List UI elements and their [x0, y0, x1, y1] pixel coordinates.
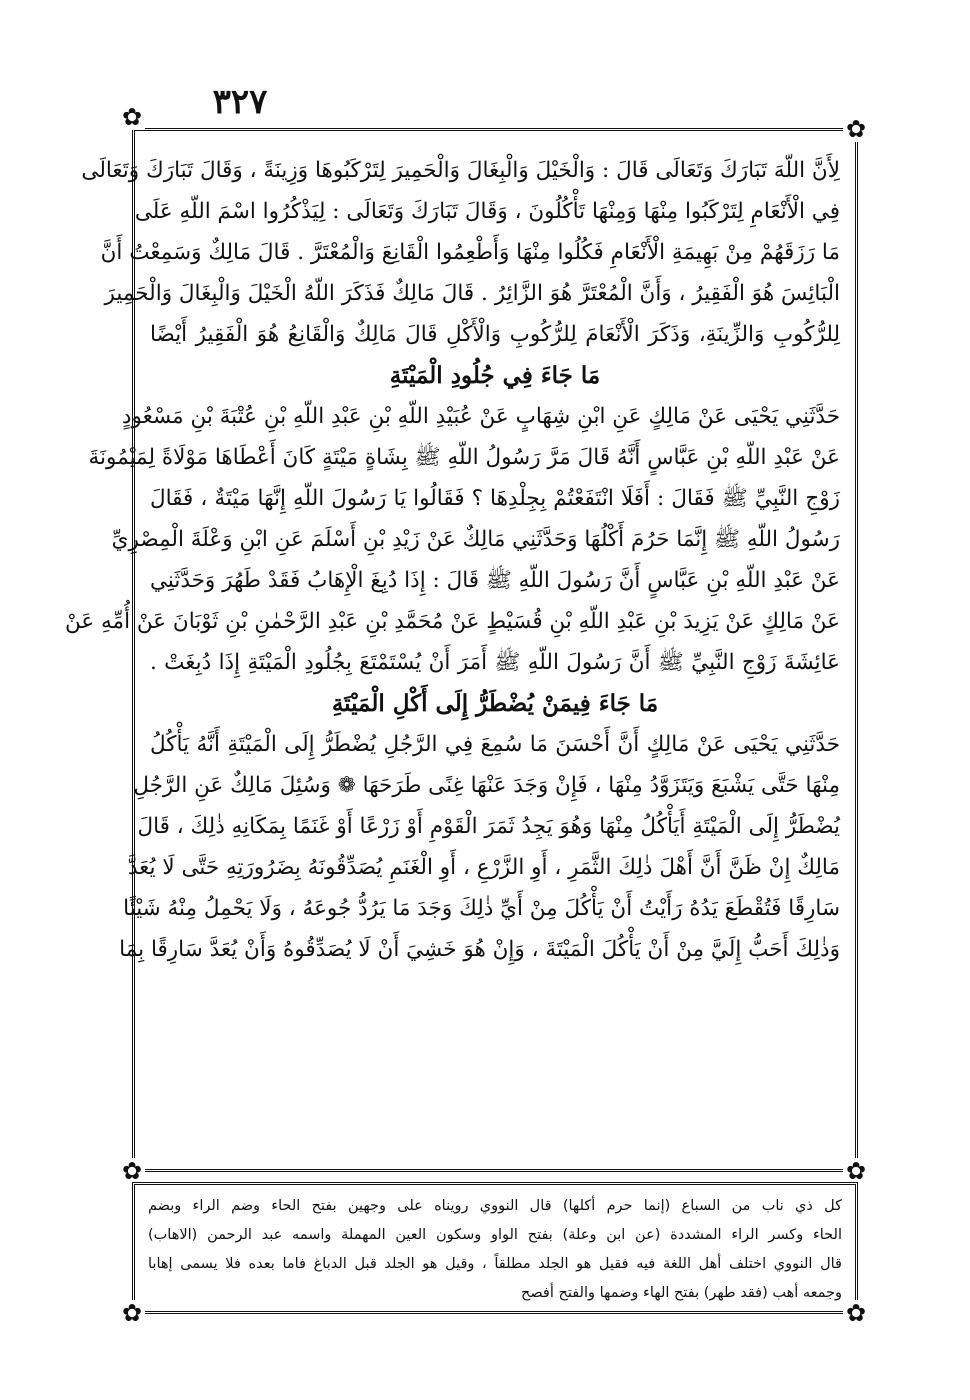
section-heading: مَا جَاءَ فِي جُلُودِ الْمَيْتَةِ — [389, 362, 601, 389]
floral-ornament-icon: ✿ — [843, 1300, 869, 1326]
text-line: حَدَّثَنِي يَحْيَى عَنْ مَالِكٍ عَنِ ابْنِ شِهَابٍ عَنْ عُبَيْدِ اللّهِ بْنِ عَبْدِ اللّهِ بْنِ عُتْبَةَ بْنِ مَسْعُودٍ — [121, 404, 840, 429]
text-line: مَالِكٌ إِنْ ظَنَّ أَنَّ أَهْلَ ذٰلِكَ الثَّمَرِ ، أَوِ الزَّرْعِ ، أَوِ الْغَنَمِ يُصَدِّقُونَهُ بِضَرُورَتِهِ حَتَّى لَا يُعَدَّ — [127, 855, 840, 880]
text-line: عَنْ مَالِكٍ عَنْ يَزِيدَ بْنِ عَبْدِ اللّهِ بْنِ قُسَيْطٍ عَنْ مُحَمَّدِ بْنِ عَبْدِ الرَّحْمٰنِ بْنِ ثَوْبَانَ عَنْ أُمِّهِ عَنْ — [65, 609, 840, 634]
text-line: لِلرُّكُوبِ وَالزِّينَةِ، وَذَكَرَ الْأَنْعَامَ لِلرُّكُوبِ وَالْأَكْلِ قَالَ مَالِكٌ وَالْقَانِعُ هُوَ الْفَقِيرُ أَيْضًا — [150, 322, 840, 347]
text-line: حَدَّثَنِي يَحْيَى عَنْ مَالِكٍ أَنَّ أَحْسَنَ مَا سُمِعَ فِي الرَّجُلِ يُضْطَرُّ إِلَى الْمَيْتَةِ أَنَّهُ يَأْكُلُ — [150, 732, 840, 757]
footnotes — [148, 1192, 842, 1310]
text-line: رَسُولُ اللّهِ ﷺ إِنَّمَا حَرُمَ أَكْلُهَا وَحَدَّثَنِي مَالِكٌ عَنْ زَيْدِ بْنِ أَسْلَمَ عَنِ ابْنِ وَعْلَةَ الْمِصْرِيِّ — [111, 527, 840, 552]
text-line: مِنْهَا حَتَّى يَشْبَعَ وَيَتَزَوَّدُ مِنْهَا ، فَإِنْ وَجَدَ عَنْهَا غِنًى طَرَحَهَا ❁ وَسُئِلَ مَالِكٌ عَنِ الرَّجُلِ — [133, 773, 840, 798]
text-line: يُضْطَرُّ إِلَى الْمَيْتَةِ أَيَأْكُلُ مِنْهَا وَهُوَ يَجِدُ ثَمَرَ الْقَوْمِ أَوْ زَرْعًا أَوْ غَنَمًا بِمَكَانِهِ ذٰلِكَ ، قَالَ — [137, 814, 840, 839]
text-line: عَنْ عَبْدِ اللّهِ بْنِ عَبَّاسٍ أَنَّ رَسُولَ اللّهِ ﷺ قَالَ : إِذَا دُبِغَ الْإِهَابُ فَقَدْ طَهُرَ وَحَدَّثَنِي — [149, 568, 840, 593]
text-line: لِأَنَّ اللّهَ تَبَارَكَ وَتَعَالَى قَالَ : وَالْخَيْلَ وَالْبِغَالَ وَالْحَمِيرَ لِتَرْكَبُوهَا وَزِينَةً ، وَقَالَ تَبَارَكَ وَتَعَالَى — [81, 158, 840, 183]
text-line: فِي الْأَنْعَامِ لِتَرْكَبُوا مِنْهَا وَمِنْهَا تَأْكُلُونَ ، وَقَالَ تَبَارَكَ وَتَعَالَى : لِيَذْكُرُوا اسْمَ اللّهِ عَلَى — [134, 199, 840, 224]
text-line: مَا رَزَقَهُمْ مِنْ بَهِيمَةِ الْأَنْعَامِ فَكُلُوا مِنْهَا وَأَطْعِمُوا الْقَانِعَ وَالْمُعْتَرَّ . قَالَ مَالِكٌ وَسَمِعْتُ أَنَّ — [100, 240, 840, 265]
main-text-block — [65, 150, 840, 1160]
text-line: زَوْجِ النَّبِيِّ ﷺ فَقَالَ : أَفَلَا انْتَفَعْتُمْ بِجِلْدِهَا ؟ فَقَالُوا يَا رَسُولَ اللّهِ إِنَّهَا مَيْتَةٌ ، فَقَالَ — [150, 486, 840, 511]
footnote-line: الحاء وكسر الراء المشددة (عن ابن وعلة) بفتح الواو وسكون العين المهملة واسمه عبد الرحمن (الاهاب) — [148, 1227, 842, 1243]
floral-ornament-icon: ✿ — [119, 1300, 145, 1326]
floral-ornament-icon: ✿ — [119, 104, 145, 130]
footnote-line: وجمعه أهب (فقد طهر) بفتح الهاء وضمها والفتح أفصح — [520, 1285, 842, 1301]
section-heading: مَا جَاءَ فِيمَنْ يُضْطَرُّ إِلَى أَكْلِ الْمَيْتَةِ — [331, 690, 659, 717]
footnote-line: قال النووي اختلف أهل اللغة فيه فقيل هو الجلد مطلقاً ، وقيل هو الجلد قبل الدباغ فاما بعده فلا يسمى إهابا — [148, 1256, 842, 1272]
text-line: سَارِقًا فَتُقْطَعَ يَدُهُ رَأَيْتُ أَنْ يَأْكُلَ مِنْ أَيِّ ذٰلِكَ وَجَدَ مَا يَرُدُّ جُوعَهُ ، وَلَا يَحْمِلُ مِنْهُ شَيْئًا — [123, 896, 840, 921]
footnote-line: كل ذي ناب من السباع (إنما حرم أكلها) قال النووي رويناه على وجهين بفتح الحاء وضم الراء وبضم — [148, 1198, 842, 1214]
text-line: الْبَائِسَ هُوَ الْفَقِيرُ ، وَأَنَّ الْمُعْتَرَّ هُوَ الزَّائِرُ . قَالَ مَالِكٌ فَذَكَرَ اللّهُ الْخَيْلَ وَالْبِغَالَ وَالْحَمِيرَ — [104, 281, 840, 306]
page-number: ٣٢٧ — [212, 82, 268, 122]
floral-ornament-icon: ✿ — [843, 1158, 869, 1184]
text-line: عَائِشَةَ زَوْجِ النَّبِيِّ ﷺ أَنَّ رَسُولَ اللّهِ ﷺ أَمَرَ أَنْ يُسْتَمْتَعَ بِجُلُودِ الْمَيْتَةِ إِذَا دُبِغَتْ . — [150, 650, 840, 675]
text-line: عَنْ عَبْدِ اللّهِ بْنِ عَبَّاسٍ أَنَّهُ قَالَ مَرَّ رَسُولُ اللّهِ ﷺ بِشَاةٍ مَيْتَةٍ كَانَ أَعْطَاهَا مَوْلَاةً لِمَيْمُونَةَ — [88, 445, 840, 470]
text-line: وَذٰلِكَ أَحَبُّ إِلَيَّ مِنْ أَنْ يَأْكُلَ الْمَيْتَةَ ، وَإِنْ هُوَ خَشِيَ أَنْ لَا يُصَدِّقُوهُ وَأَنْ يُعَدَّ سَارِقًا بِمَا — [119, 937, 840, 962]
floral-ornament-icon: ✿ — [843, 116, 869, 142]
floral-ornament-icon: ✿ — [119, 1158, 145, 1184]
